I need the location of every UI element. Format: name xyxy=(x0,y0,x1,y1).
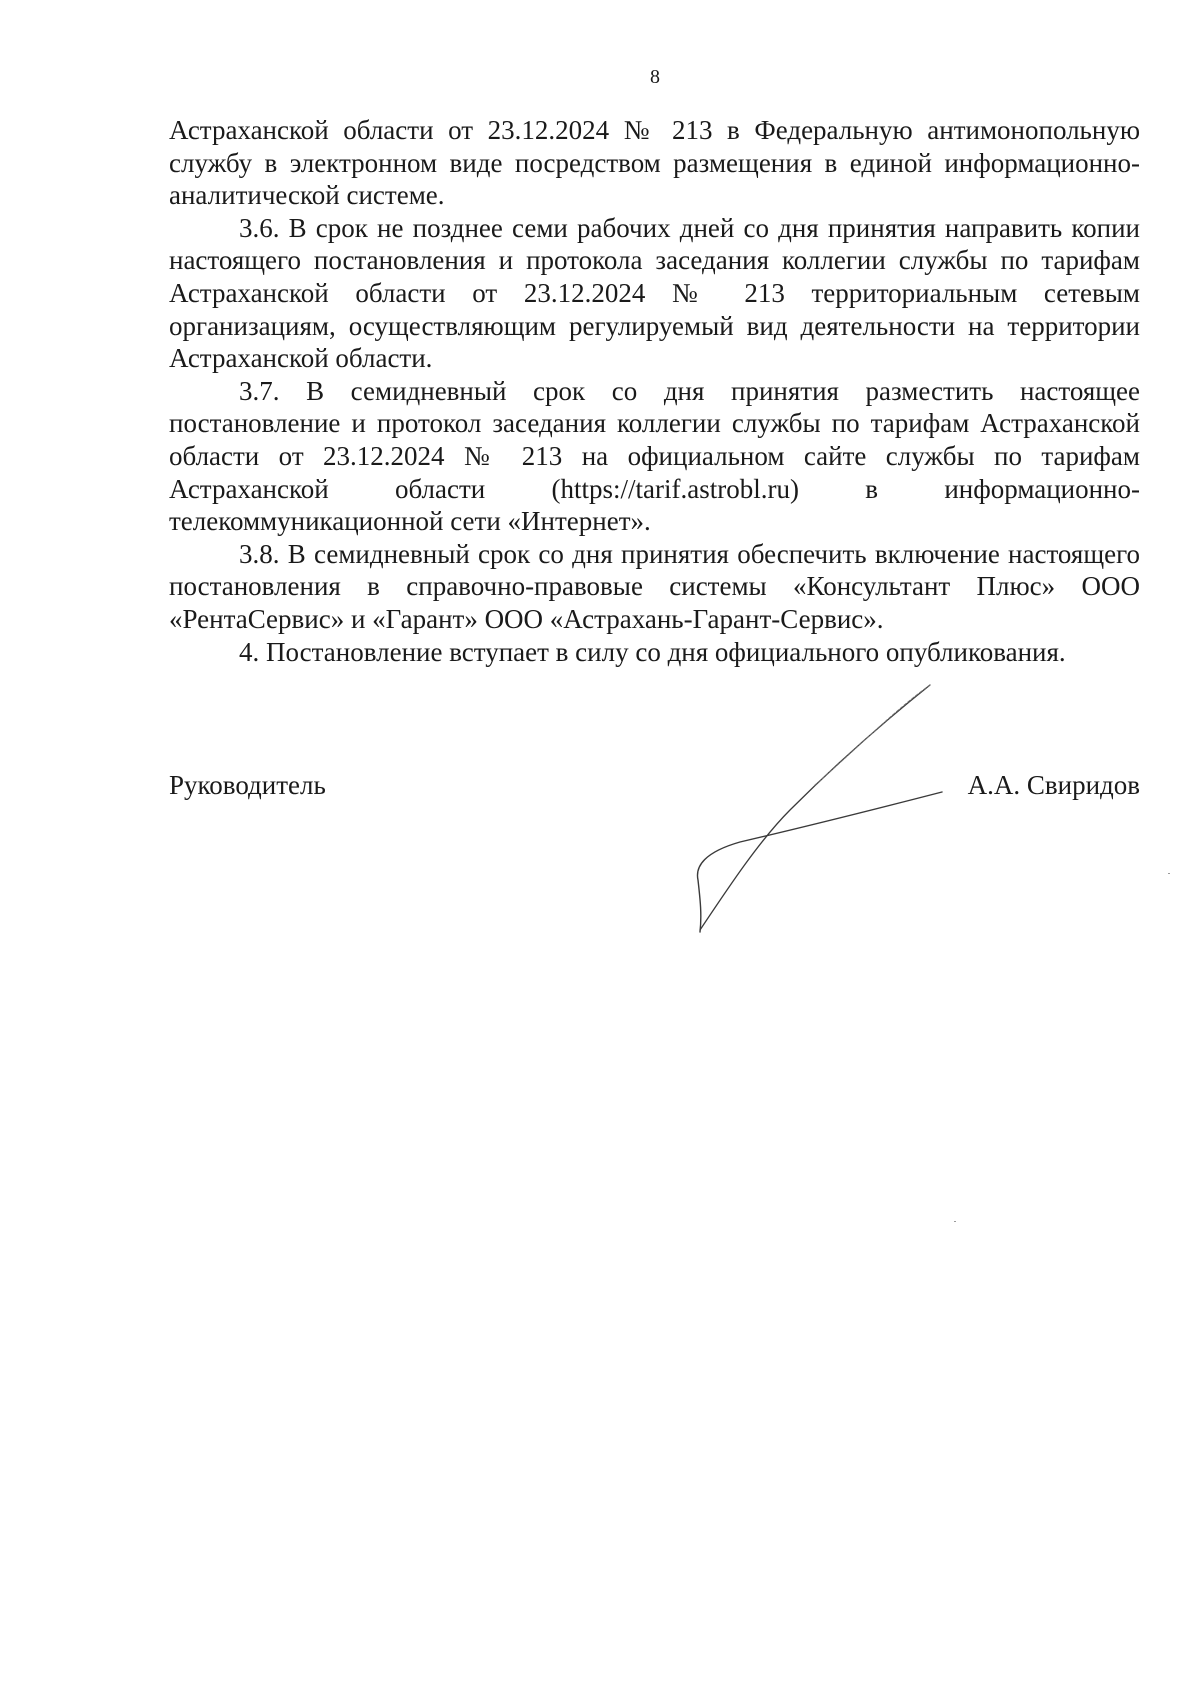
paragraph-continuation: Астраханской области от 23.12.2024 № 213 в Федеральную антимонопольную службу в электронном виде посредством размещения в единой информационно-аналитической системе. xyxy=(169,115,1140,211)
signature-block xyxy=(169,770,1140,810)
paragraph-4: 4. Постановление вступает в силу со дня официального опубликования. xyxy=(239,636,1066,667)
paragraph-3-7: 3.7. В семидневный срок со дня принятия разместить настоящее постановление и протокол заседания коллегии службы по тарифам Астраханской области от 23.12.2024 № 213 на официальном сайте службы по тарифам Астраханской области (https://tarif.astrobl.ru) в информационно-телекоммуникационной сети «Интернет». xyxy=(169,375,1140,537)
signature-stroke-long xyxy=(700,685,930,930)
signatory-role: Руководитель xyxy=(169,770,326,800)
signature-stroke-loop xyxy=(697,792,942,932)
page-number: 8 xyxy=(650,66,660,88)
handwritten-signature-icon xyxy=(680,670,960,940)
document-body xyxy=(169,114,1140,668)
paragraph-3-8: 3.8. В семидневный срок со дня принятия обеспечить включение настоящего постановления в справочно-правовые системы «Консультант Плюс» ООО «РентаСервис» и «Гарант» ООО «Астрахань-Гарант-Сервис». xyxy=(169,538,1140,634)
paragraph-3-6: 3.6. В срок не позднее семи рабочих дней со дня принятия направить копии настоящего постановления и протокола заседания коллегии службы по тарифам Астраханской области от 23.12.2024 № 213 территориальным сетевым организациям, осуществляющим регулируемый вид деятельности на территории Астраханской области. xyxy=(169,212,1140,374)
scan-speck xyxy=(1168,873,1170,874)
signature-stroke-dashed xyxy=(815,685,930,785)
signatory-name: А.А. Свиридов xyxy=(967,770,1140,800)
scan-speck xyxy=(954,1221,956,1222)
